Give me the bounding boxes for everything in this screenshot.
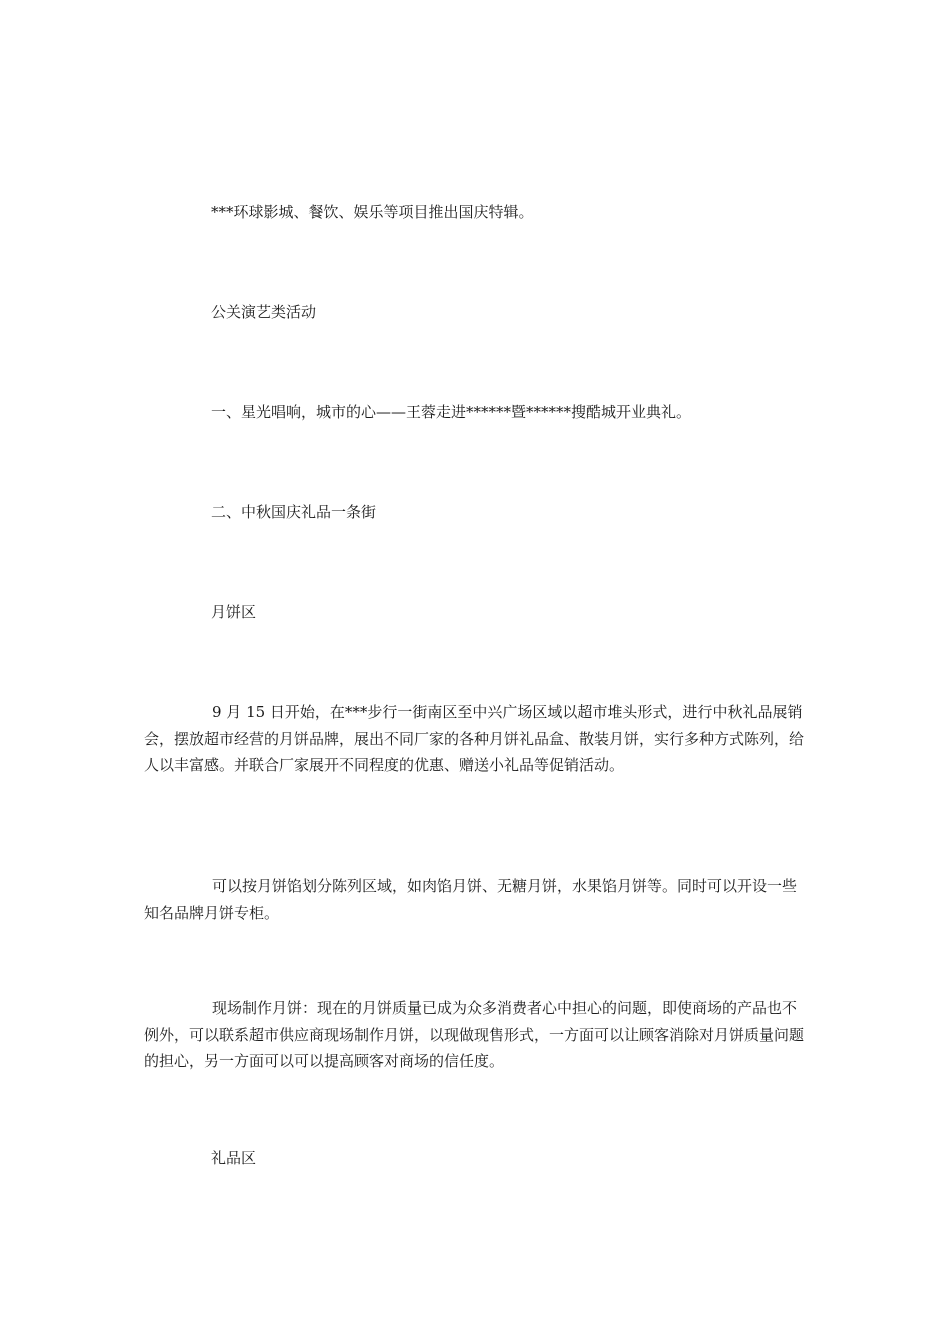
heading-gift-street: 二、中秋国庆礼品一条街: [211, 503, 377, 521]
paragraph-cinema-promo: ***环球影城、餐饮、娱乐等项目推出国庆特辑。: [211, 203, 534, 221]
paragraph-opening-ceremony: 一、星光唱响，城市的心——王蓉走进******暨******搜酷城开业典礼。: [211, 403, 692, 421]
paragraph-mooncake-fair: 9 月 15 日开始，在***步行一街南区至中兴广场区域以超市堆头形式，进行中秋礼品展销会，摆放超市经营的月饼品牌，展出不同厂家的各种月饼礼品盒、散装月饼，实行多种方式陈列，给人以丰富感。并联合厂家展开不同程度的优惠、赠送小礼品等促销活动。: [144, 703, 805, 774]
paragraph-onsite-making: 现场制作月饼：现在的月饼质量已成为众多消费者心中担心的问题，即使商场的产品也不例外，可以联系超市供应商现场制作月饼，以现做现售形式，一方面可以让顾客消除对月饼质量问题的担心，另一方面可以可以提高顾客对商场的信任度。: [144, 999, 805, 1070]
paragraph-display-zones: 可以按月饼馅划分陈列区域，如肉馅月饼、无糖月饼，水果馅月饼等。同时可以开设一些知名品牌月饼专柜。: [144, 877, 798, 922]
heading-pr-activities: 公关演艺类活动: [211, 303, 317, 321]
heading-gift-area: 礼品区: [211, 1149, 257, 1167]
heading-mooncake-area: 月饼区: [211, 603, 257, 621]
